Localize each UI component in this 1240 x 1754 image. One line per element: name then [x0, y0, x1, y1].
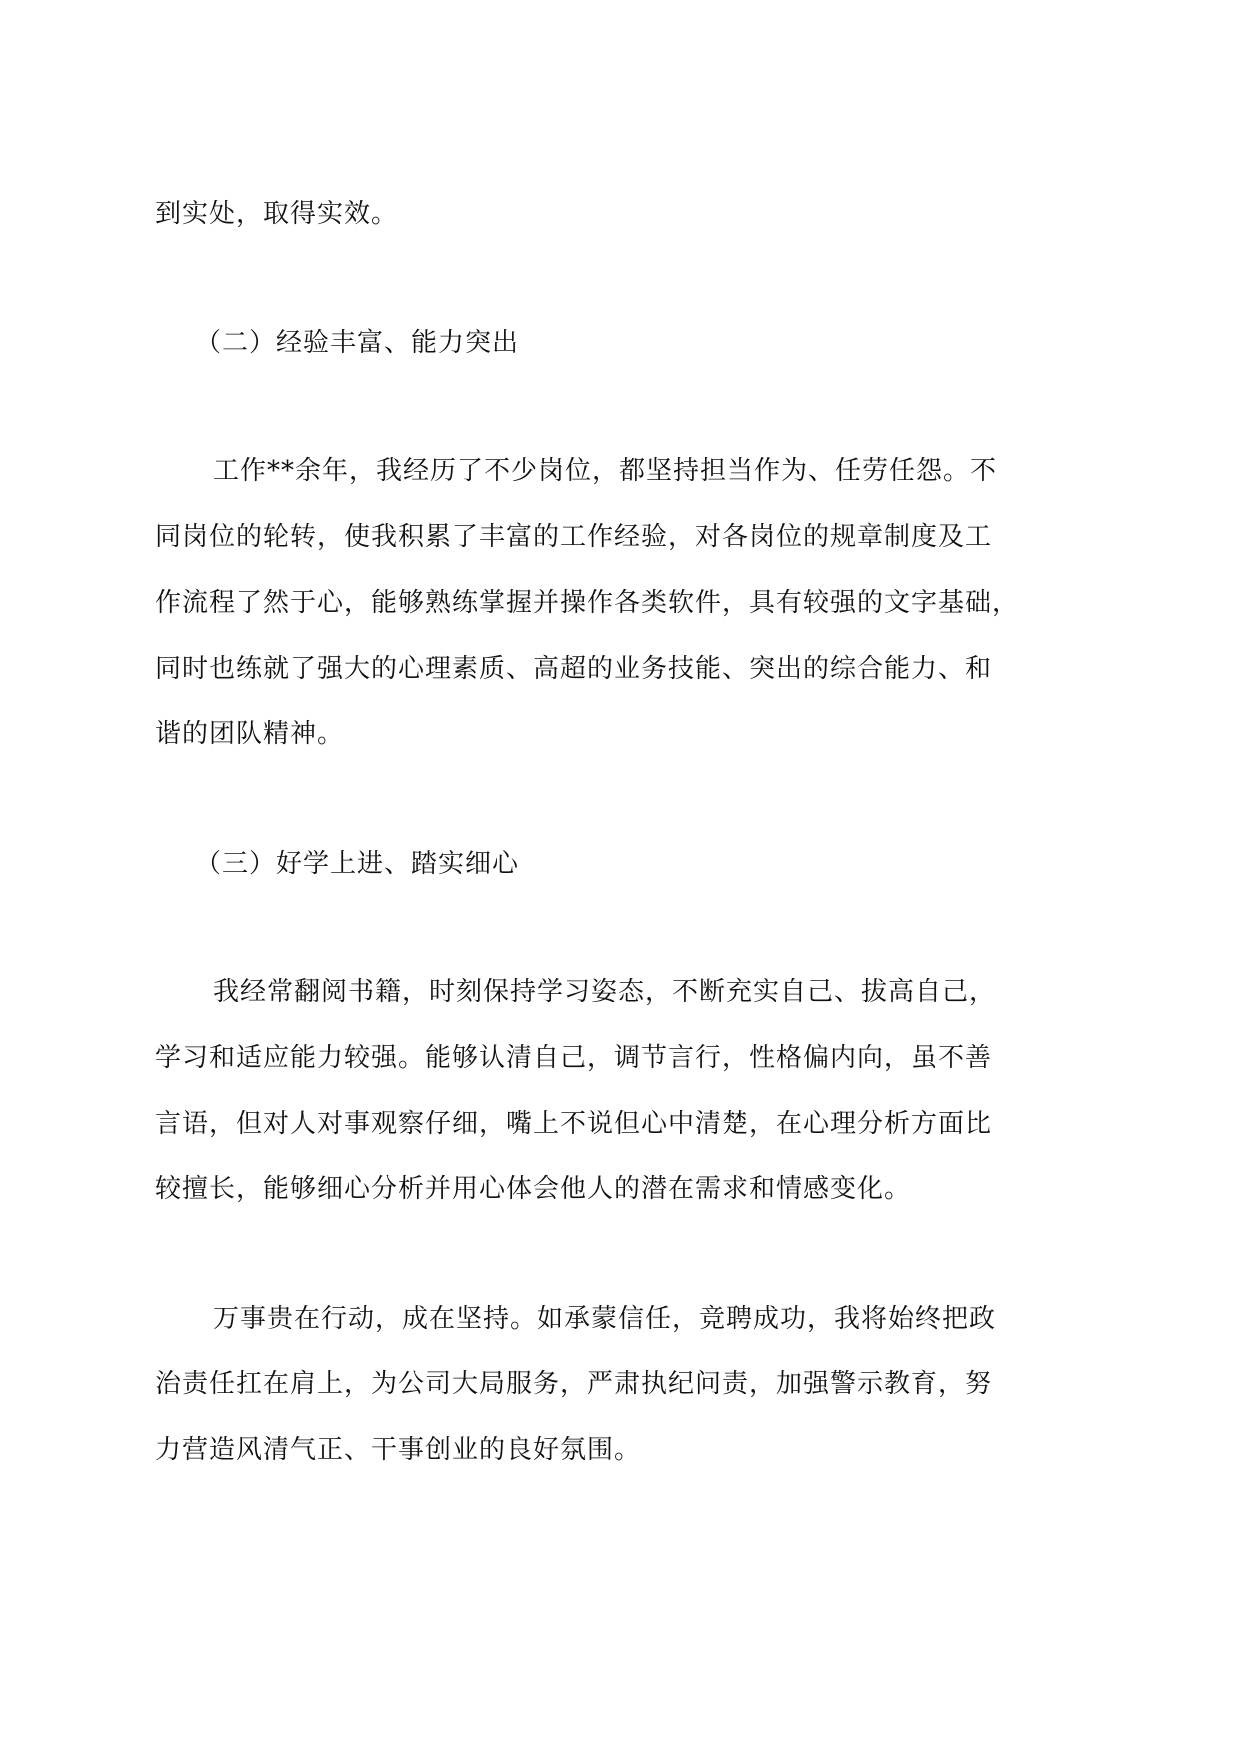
paragraph-line: 言语，但对人对事观察仔细，嘴上不说但心中清楚，在心理分析方面比 — [155, 1109, 993, 1139]
paragraph-line: 谐的团队精神。 — [155, 719, 345, 749]
paragraph-line: 万事贵在行动，成在坚持。如承蒙信任，竞聘成功，我将始终把政 — [213, 1304, 997, 1334]
paragraph-line: 同时也练就了强大的心理素质、高超的业务技能、突出的综合能力、和 — [155, 654, 993, 684]
paragraph-line: 工作**余年，我经历了不少岗位，都坚持担当作为、任劳任怨。不 — [213, 456, 998, 486]
paragraph-line: 学习和适应能力较强。能够认清自己，调节言行，性格偏内向，虽不善 — [155, 1043, 993, 1073]
paragraph-line: 到实处，取得实效。 — [155, 199, 399, 229]
paragraph-line: 作流程了然于心，能够熟练掌握并操作各类软件，具有较强的文字基础， — [155, 588, 1020, 618]
paragraph-line: 同岗位的轮转，使我积累了丰富的工作经验，对各岗位的规章制度及工 — [155, 522, 993, 552]
paragraph-line: 治责任扛在肩上，为公司大局服务，严肃执纪问责，加强警示教育，努 — [155, 1369, 993, 1399]
section-heading-3: （三）好学上进、踏实细心 — [195, 849, 520, 879]
paragraph-line: 力营造风清气正、干事创业的良好氛围。 — [155, 1435, 642, 1465]
paragraph-line: 较擅长，能够细心分析并用心体会他人的潜在需求和情感变化。 — [155, 1174, 912, 1204]
paragraph-line: 我经常翻阅书籍，时刻保持学习姿态，不断充实自己、拔高自己， — [213, 977, 997, 1007]
section-heading-2: （二）经验丰富、能力突出 — [195, 328, 520, 358]
